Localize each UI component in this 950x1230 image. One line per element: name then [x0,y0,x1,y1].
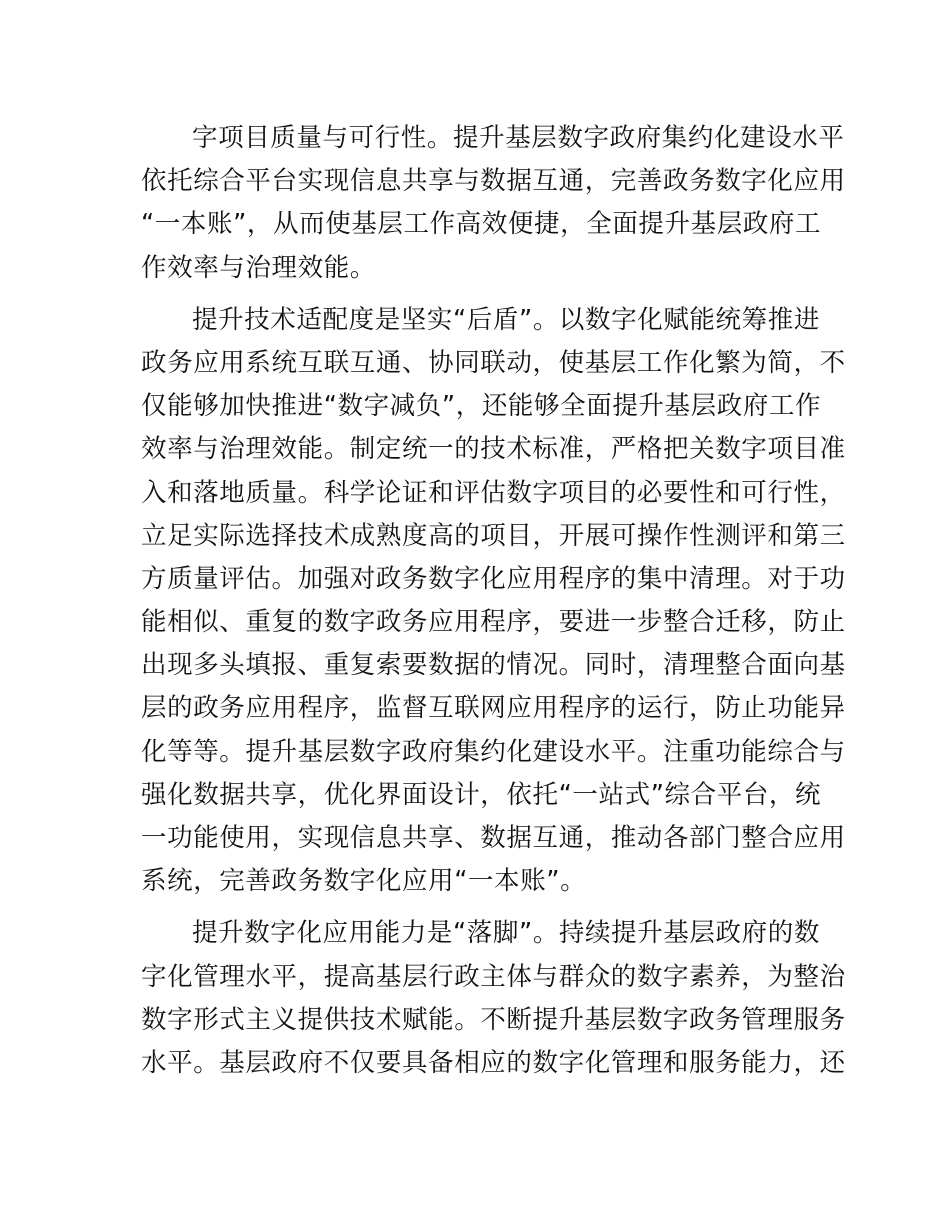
text-line: 立足实际选择技术成熟度高的项目，开展可操作性测评和第三 [141,520,846,551]
text-line: 仅能够加快推进“数字减负”，还能够全面提升基层政府工作 [141,391,822,422]
text-line: 方质量评估。加强对政务数字化应用程序的集中清理。对于功 [141,563,846,594]
text-line: “一本账”，从而使基层工作高效便捷，全面提升基层政府工 [141,209,822,240]
text-line: 提升数字化应用能力是“落脚”。持续提升基层政府的数 [192,918,820,949]
text-line: 数字形式主义提供技术赋能。不断提升基层数字政务管理服务 [141,1004,846,1035]
text-line: 入和落地质量。科学论证和评估数字项目的必要性和可行性， [141,477,846,508]
text-line: 效率与治理效能。制定统一的技术标准，严格把关数字项目准 [141,434,846,465]
text-line: 一功能使用，实现信息共享、数据互通，推动各部门整合应用 [141,823,846,853]
text-line: 出现多头填报、重复索要数据的情况。同时，清理整合面向基 [141,650,846,681]
text-line: 政务应用系统互联互通、协同联动，使基层工作化繁为简，不 [141,347,846,378]
text-line: 提升技术适配度是坚实“后盾”。以数字化赋能统筹推进 [192,304,820,335]
body-text [141,117,846,1094]
text-line: 系统，完善政务数字化应用“一本账”。 [141,866,587,897]
text-line: 能相似、重复的数字政务应用程序，要进一步整合迁移，防止 [141,607,846,638]
text-line: 字化管理水平，提高基层行政主体与群众的数字素养，为整治 [141,961,846,992]
text-line: 层的政务应用程序，监督互联网应用程序的运行，防止功能异 [141,693,846,724]
paragraph-1 [141,117,846,290]
text-line: 作效率与治理效能。 [141,252,376,283]
paragraph-2 [141,299,846,904]
text-line: 水平。基层政府不仅要具备相应的数字化管理和服务能力，还 [141,1047,846,1078]
text-line: 强化数据共享，优化界面设计，依托“一站式”综合平台，统 [141,779,822,810]
text-line: 化等等。提升基层数字政府集约化建设水平。注重功能综合与 [141,736,846,767]
paragraph-3 [141,912,846,1085]
text-line: 依托综合平台实现信息共享与数据互通，完善政务数字化应用 [141,166,846,197]
text-line: 字项目质量与可行性。提升基层数字政府集约化建设水平 [192,123,845,153]
